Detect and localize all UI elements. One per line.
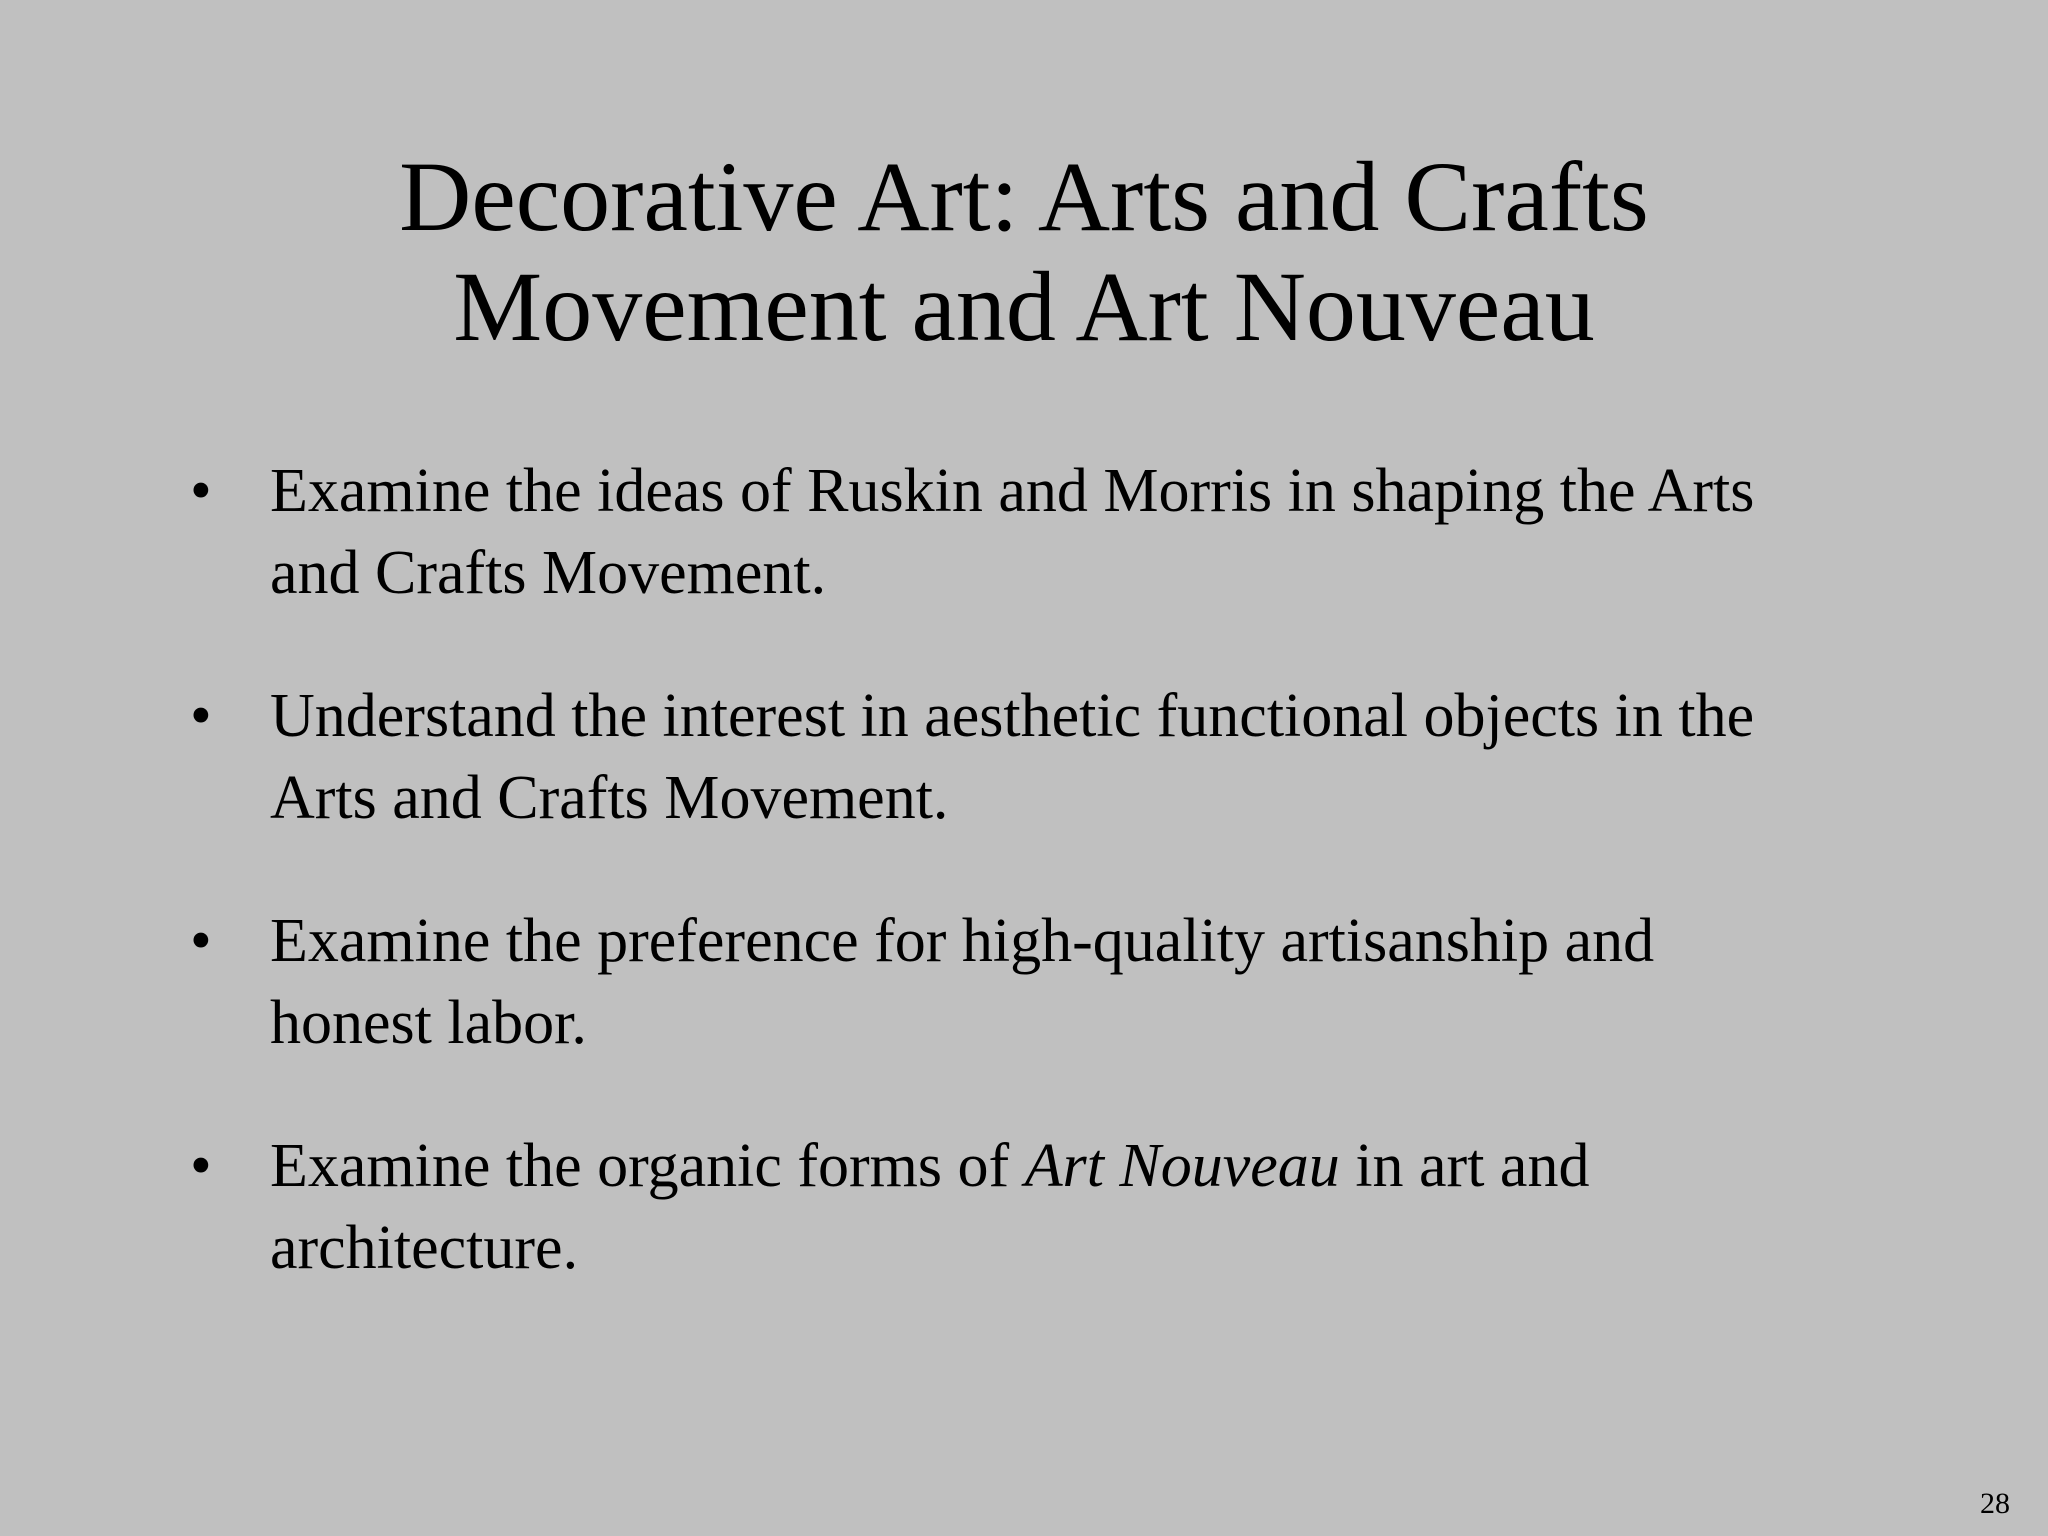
slide-title-line-2: Movement and Art Nouveau (453, 251, 1595, 362)
bullet-text (270, 1125, 1890, 1289)
page-number: 28 (1980, 1487, 2010, 1520)
bullet-line: Examine the ideas of Ruskin and Morris in shaping the Arts (270, 457, 1755, 525)
bullet-line: and Crafts Movement. (270, 539, 827, 607)
bullet-text (270, 675, 1890, 839)
slide-title (0, 142, 2048, 362)
bullet-icon: • (190, 457, 212, 525)
bullet-line: architecture. (270, 1214, 579, 1282)
bullet-line (270, 1125, 1890, 1207)
slide-title-line-1: Decorative Art: Arts and Crafts (399, 141, 1649, 252)
bullet-line: Examine the preference for high-quality artisanship and (270, 907, 1655, 975)
bullet-text (270, 900, 1890, 1064)
bullet-line: honest labor. (270, 989, 587, 1057)
bullet-icon: • (190, 907, 212, 975)
bullet-line-text-before: Examine the organic forms of (270, 1132, 1025, 1200)
bullet-icon: • (190, 1132, 212, 1200)
bullet-line-text-after: in art and (1339, 1132, 1590, 1200)
bullet-line: Understand the interest in aesthetic functional objects in the (270, 682, 1755, 750)
bullet-line: Arts and Crafts Movement. (270, 764, 949, 832)
bullet-icon: • (190, 682, 212, 750)
art-nouveau-emphasis: Art Nouveau (1024, 1132, 1340, 1200)
bullet-text (270, 450, 1890, 614)
